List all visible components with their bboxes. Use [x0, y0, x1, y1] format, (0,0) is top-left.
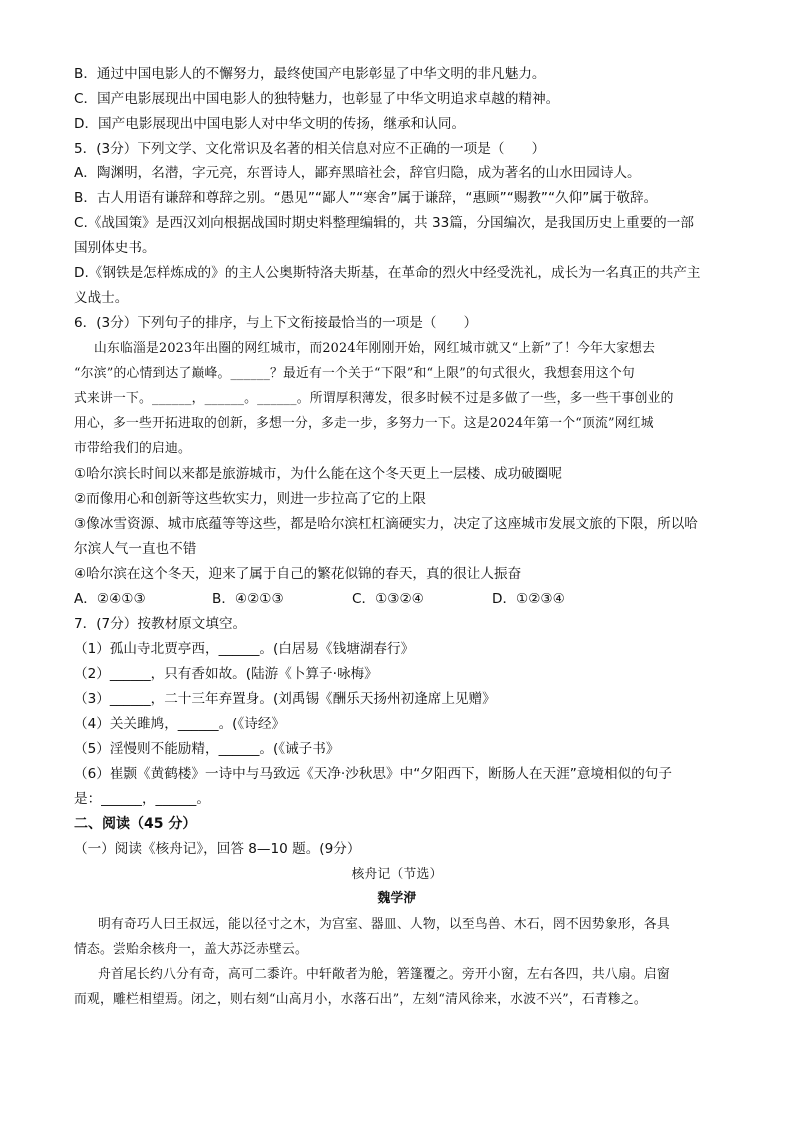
q6-passage-line: 市带给我们的启迪。: [74, 441, 191, 456]
q7-item-cont: 是：______，______。: [74, 791, 210, 807]
q6-option-d: D．①②③④: [492, 591, 565, 607]
q6-option-a: A．②④①③: [74, 591, 146, 607]
q5-option-d-cont: 义战士。: [74, 290, 129, 306]
text-title: 核舟记（节选）: [351, 867, 443, 882]
q7-stem: 7．(7分）按教材原文填空。: [74, 616, 247, 632]
q6-passage-line: 式来讲一下。______，______。______。所谓厚积薄发，很多时候不过是多做了一些，多一些干事创业的: [74, 391, 674, 406]
q5-option-c: C.《战国策》是西汉刘向根据战国时期史料整理编辑的，共 33篇，分国编次，是我国历史上重要的一部: [74, 215, 694, 231]
text-paragraph: 舟首尾长约八分有奇，高可二黍许。中轩敞者为舱，箬篷覆之。旁开小窗，左右各四，共八扇。启窗: [98, 967, 670, 982]
q5-option-b: B．古人用语有谦辞和尊辞之别。“愚见”“鄙人”“寒舍”属于谦辞，“惠顾”“赐教”“久仰”属于敬辞。: [74, 190, 658, 206]
text-paragraph: 明有奇巧人曰王叔远，能以径寸之木，为宫室、器皿、人物，以至鸟兽、木石，罔不因势象形，各具: [98, 917, 670, 932]
q6-sentence-4: ④哈尔滨在这个冬天，迎来了属于自己的繁花似锦的春天，真的很让人振奋: [74, 566, 522, 582]
q4-option-b: B．通过中国电影人的不懈努力，最终使国产电影彰显了中华文明的非凡魅力。: [74, 66, 546, 82]
text-paragraph-cont: 而观，雕栏相望焉。闭之，则右刻“山高月小，水落石出”，左刻“清风徐来，水波不兴”，石青糁之。: [74, 992, 647, 1007]
q6-passage-line: “尔滨”的心情到达了巅峰。______？最近有一个关于“下限”和“上限”的句式很火，我想套用这个句: [74, 366, 635, 381]
q7-item: （4）关关雎鸠，______。(《诗经》: [74, 716, 286, 732]
q7-item: （3）______，二十三年弃置身。(刘禹锡《酬乐天扬州初逢席上见赠》: [74, 691, 496, 707]
text-paragraph-cont: 情态。尝贻余核舟一，盖大苏泛赤壁云。: [74, 942, 308, 957]
q6-sentence-2: ②而像用心和创新等这些软实力，则进一步拉高了它的上限: [74, 491, 427, 507]
text-author: 魏学洢: [377, 891, 417, 906]
q6-passage-line: 山东临淄是2023年出圈的网红城市，而2024年刚刚开始，网红城市就又“上新”了！今年大家想去: [94, 341, 656, 356]
q6-option-b: B．④②①③: [212, 591, 284, 607]
q7-item: （1）孤山寺北贾亭西，______。(白居易《钱塘湖春行》: [74, 641, 415, 657]
q7-item: （5）淫慢则不能励精，______。(《诫子书》: [74, 741, 340, 757]
q5-option-a: A．陶渊明，名潜，字元亮，东晋诗人，鄙弃黑暗社会，辞官归隐，成为著名的山水田园诗人。: [74, 165, 641, 181]
q6-sentence-3-cont: 尔滨人气一直也不错: [74, 541, 197, 557]
q5-option-c-cont: 国别体史书。: [74, 240, 156, 256]
section-heading: 二、阅读（45 分）: [74, 816, 197, 832]
q6-option-c: C．①③②④: [352, 591, 424, 607]
q6-sentence-3: ③像冰雪资源、城市底蕴等等这些，都是哈尔滨杠杠滴硬实力，决定了这座城市发展文旅的下限，所以哈: [74, 516, 698, 532]
q6-sentence-1: ①哈尔滨长时间以来都是旅游城市，为什么能在这个冬天更上一层楼、成功破圈呢: [74, 466, 562, 482]
q4-option-c: C．国产电影展现出中国电影人的独特魅力，也彰显了中华文明追求卓越的精神。: [74, 91, 560, 107]
q6-passage-line: 用心，多一些开拓进取的创新，多想一分，多走一步，多努力一下。这是2024年第一个“顶流”网红城: [74, 416, 654, 431]
reading-subheading: （一）阅读《核舟记》，回答 8—10 题。(9分）: [74, 841, 361, 857]
q6-stem: 6．(3分）下列句子的排序，与上下文衔接最恰当的一项是（ ）: [74, 315, 478, 331]
q4-option-d: D．国产电影展现出中国电影人对中华文明的传扬，继承和认同。: [74, 116, 466, 132]
q5-stem: 5．(3分）下列文学、文化常识及名著的相关信息对应不正确的一项是（ ）: [74, 141, 546, 157]
q5-option-d: D.《钢铁是怎样炼成的》的主人公奥斯特洛夫斯基，在革命的烈火中经受洗礼，成长为一名真正的共产主: [74, 265, 701, 281]
q7-item: （6）崔颢《黄鹤楼》一诗中与马致远《天净·沙秋思》中“夕阳西下，断肠人在天涯”意境相似的句子: [74, 766, 672, 782]
q7-item: （2）______，只有香如故。(陆游《卜算子·咏梅》: [74, 666, 378, 682]
